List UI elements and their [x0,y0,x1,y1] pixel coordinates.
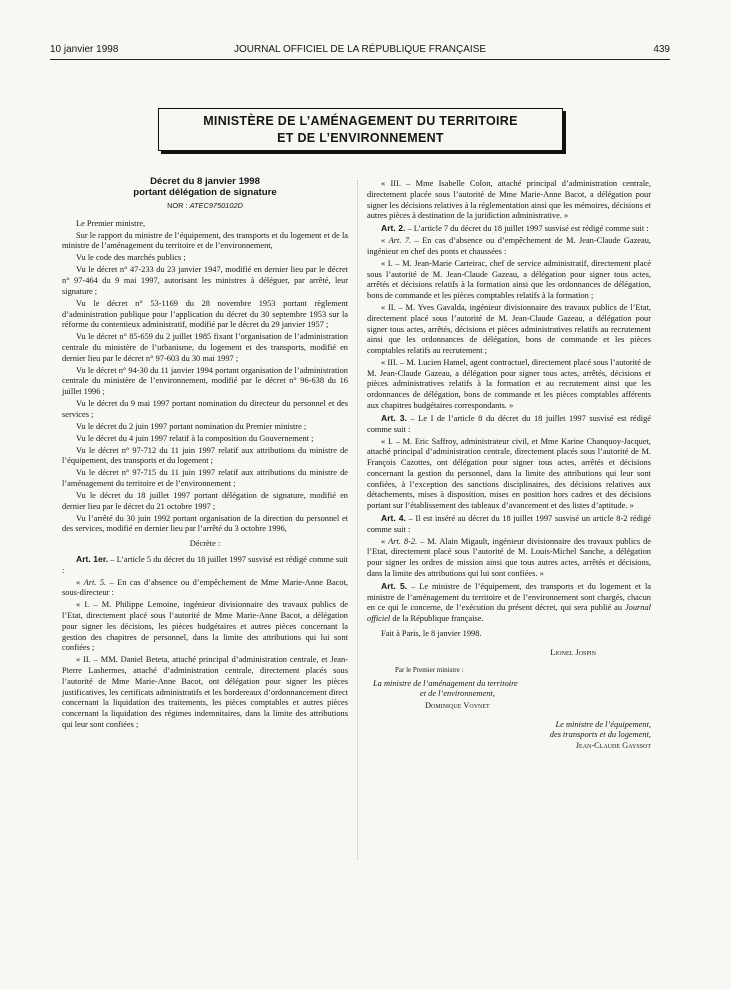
nor-label: NOR : [167,201,188,210]
article-2: Art. 2. – L’article 7 du décret du 18 juillet 1997 susvisé est rédigé comme suit : [381,223,649,234]
article-label: Art. 4. [381,513,406,523]
paragraph: Vu le décret n° 97-715 du 11 juin 1997 relatif aux attributions du ministre de l’aménagement du territoire et de l’environnement ; [62,468,348,489]
signing-place-date: Fait à Paris, le 8 janvier 1998. [381,628,482,638]
article-3: Art. 3. – Le I de l’article 8 du décret du 18 juillet 1997 susvisé est rédigé comme suit : [367,412,651,434]
paragraph: « II. – M. Yves Gavalda, ingénieur divisionnaire des travaux publics de l’Etat, directement placé sous l’autorité de M. Jean-Claude Gazeau, a délégation pour signer tous actes, arrêtés, décisions et pièces administratives relatifs au recrutement ainsi que les ordonnances de délégation, bons de commande et les pièces comptables relatifs au recrutement ; [367,303,651,355]
minister-equipment-title: Le ministre de l’équipement, des transports et du logement, [549,719,651,740]
paragraph: Vu le décret n° 97-712 du 11 juin 1997 relatif aux attributions du ministre de l’équipement, des transports et du logement ; [62,445,348,466]
ministry-line-2: ET DE L’ENVIRONNEMENT [277,131,444,145]
article-label: Art. 2. [381,223,406,234]
paragraph: Vu le décret du 18 juillet 1997 portant délégation de signature, modifié en dernier lieu par le décret du 21 octobre 1997 ; [62,491,348,511]
column-divider [357,180,358,860]
paragraph: Sur le rapport du ministre de l’équipement, des transports et du logement et de la ministre de l’aménagement du territoire et de l’environnement, [62,230,348,251]
decree-title-1: Décret du 8 janvier 1998 [150,176,260,187]
header-date: 10 janvier 1998 [50,44,119,55]
paragraph: Vu le décret n° 94-30 du 11 janvier 1994 portant organisation de l’administration centrale du ministère de l’environnement, modifié par le décret n° 96-638 du 16 juillet 1996 ; [62,365,348,397]
signature-voynet: Dominique Voynet [425,701,490,711]
paragraph: Vu le décret n° 53-1169 du 28 novembre 1953 portant règlement d’administration publique pour l’application du décret du 30 septembre 1953 sur la réforme du contentieux administratif, modifié par le décret du 29 janvier 1957 ; [62,298,348,330]
paragraph: « II. – MM. Daniel Beteta, attaché principal d’administration centrale, et Jean-Pierre Lashermes, attaché d’administration centrale, directement placés sous l’autorité de Mme Marie-Anne Bacot, ont délégation pour signer les pièces justificatives, les certificats administratifs et les bordereaux d’ordonnancement direct concernant la liquidation des traitements, les pièces comptables et autres pièces concernant la liquidation des régimes indemnitaires, dans la limite des attributions qui leur sont confiées ; [62,655,348,729]
ministry-line-1: MINISTÈRE DE L’AMÉNAGEMENT DU TERRITOIRE [203,114,518,128]
paragraph: Vu le décret du 2 juin 1997 portant nomination du Premier ministre ; [76,421,307,431]
article-4: Art. 4. – Il est inséré au décret du 18 juillet 1997 susvisé un article 8-2 rédigé comme suit : [367,513,651,534]
signature-gayssot: Jean-Claude Gayssot [575,740,651,750]
paragraph: Vu le décret du 9 mai 1997 portant nomination du directeur du personnel et des services ; [62,399,348,419]
left-column [62,176,348,732]
decree-title-2: portant délégation de signature [133,187,277,198]
article-5-quote: « Art. 5. – En cas d’absence ou d’empêchement de Mme Marie-Anne Bacot, sous-directeur : [62,577,348,598]
article-5-final: Art. 5. – Le ministre de l’équipement, des transports et du logement et la ministre de l’aménagement du territoire et de l’environnement sont chargés, chacun en ce qui le concerne, de l’exécution du présent décret, qui sera publié au Journal officiel de la République française. [367,580,651,624]
article-label: Art. 8-2. [388,536,418,546]
article-7-quote: « Art. 7. – En cas d’absence ou d’empêchement de M. Jean-Claude Gazeau, ingénieur en chef des ponts et chaussées : [367,236,652,256]
minister-environment-title: La ministre de l’aménagement du territoire et de l’environnement, [373,679,518,699]
header-journal-title: JOURNAL OFFICIEL DE LA RÉPUBLIQUE FRANÇAISE [233,44,487,55]
article-1: Art. 1er. – L’article 5 du décret du 18 juillet 1997 susvisé est rédigé comme suit : [62,553,348,575]
article-label: Art. 5. [381,580,408,591]
nor-code: ATEC9750102D [189,201,243,210]
article-label: Art. 3. [381,412,407,423]
paragraph: « I. – M. Jean-Marie Carteirac, chef de service administratif, directement placé sous l’autorité de M. Jean-Claude Gazeau, a délégation pour signer tous actes, arrêtés et décisions relatifs à la formation ainsi que les ordonnances de délégation, bons de commande et les pièces comptables relatifs à la formation ; [367,258,651,301]
paragraph: « I. – M. Eric Saffroy, administrateur civil, et Mme Karine Chanquoy-Jacquet, attaché principal d’administration centrale, directement placés sous l’autorité de M. François Cazottes, ont délégation pour signer tous actes, arrêtés et décisions concernant la gestion du personnel, dans la limite des attributions qui leur sont confiées, à l’exception des sanctions disciplinaires, des décisions relatives aux détachements, mises à disposition, mises en position hors cadres et des décisions portant sur l’établissement des tableaux d’avancement et des listes d’aptitude. » [367,436,651,511]
paragraph: Le Premier ministre, [76,218,146,228]
right-column [367,179,651,752]
nor-reference [62,201,348,212]
ministry-heading [158,108,563,151]
article-label: Art. 5. [83,577,107,587]
journal-officiel: Journal officiel [367,603,651,624]
paragraph: « III. – M. Lucien Hamel, agent contractuel, directement placé sous l’autorité de M. Jean-Claude Gazeau, a délégation pour signer tous actes, arrêtés, décisions et pièces administratives relatifs à la formation et au recrutement ainsi que les ordonnances de délégation, bons de commande et les pièces comptables afférents aux chapitres budgétaires correspondants. » [367,357,651,410]
page-header [50,44,670,60]
paragraph: Vu l’arrêté du 30 juin 1992 portant organisation de la direction du personnel et des services, modifié en dernier lieu par l’arrêté du 3 octobre 1996, [62,513,348,534]
article-label: Art. 1er. [76,553,109,564]
signature-prime-minister: Lionel Jospin [550,647,596,657]
header-page-number: 439 [653,44,670,55]
paragraph: Vu le décret du 4 juin 1997 relatif à la composition du Gouvernement ; [76,433,314,443]
decrete-heading: Décrète : [189,539,221,549]
header-rule [50,59,670,60]
article-label: Art. 7. [388,236,412,246]
paragraph: Vu le décret n° 47-233 du 23 janvier 1947, modifié en dernier lieu par le décret n° 97-464 du 9 mai 1997, autorisant les ministres à déléguer, par arrêté, leur signature ; [62,265,348,296]
paragraph: Vu le décret n° 85-659 du 2 juillet 1985 fixant l’organisation de l’administration centrale du ministère de l’urbanisme, du logement et des transports, modifié en dernier lieu par le décret n° 97-603 du 30 mai 1997 ; [62,332,348,363]
paragraph: « III. – Mme Isabelle Colon, attaché principal d’administration centrale, directement placée sous l’autorité de Mme Marie-Anne Bacot, a délégation pour signer les décisions relatives à la réglementation ainsi que les mémoires, décisions et autres pièces à destination de la juridiction administrative. » [367,179,651,221]
by-prime-minister: Par le Premier ministre : [395,666,464,675]
paragraph: « I. – M. Philippe Lemoine, ingénieur divisionnaire des travaux publics de l’Etat, directement placé sous l’autorité de Mme Marie-Anne Bacot, a délégation pour signer les décisions, les pièces budgétaires et autres pièces concernant la gestion des chapitres de personnel, dans la limite des attributions qui lui sont confiées ; [62,600,348,653]
paragraph: Vu le code des marchés publics ; [76,253,186,263]
article-8-2-quote: « Art. 8-2. – M. Alain Migault, ingénieur divisionnaire des travaux publics de l’Etat, directement placé sous l’autorité de M. Louis-Michel Sanche, a délégation pour signer les ordres de mission ainsi que tous autres actes, arrêtés et décisions, dans la limite des attributions qui lui sont confiées. » [367,536,651,578]
